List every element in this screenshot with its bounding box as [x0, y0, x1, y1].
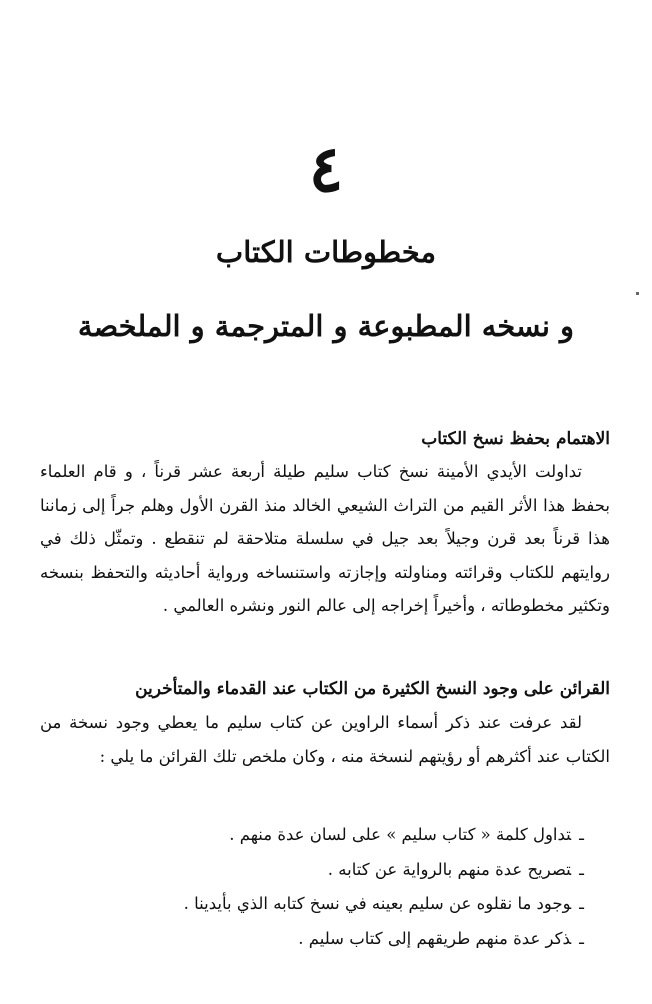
list-item: [44, 887, 584, 922]
list-item: [44, 922, 584, 957]
bullet-dash: ـ: [579, 928, 584, 948]
paragraph-text: لقد عرفت عند ذكر أسماء الراوين عن كتاب سليم ما يعطي وجود نسخة من الكتاب عند أكثرهم أو رؤيتهم لنسخة منه ، وكان ملخص تلك القرائن ما يلي :: [40, 713, 610, 766]
section-paragraph-evidence: [40, 706, 610, 773]
list-item-text: تداول كلمة « كتاب سليم » على لسان عدة منهم .: [229, 825, 572, 844]
paragraph-text: تداولت الأيدي الأمينة نسخ كتاب سليم طيلة أربعة عشر قرناً ، و قام العلماء بحفظ هذا الأثر القيم من التراث الشيعي الخالد منذ القرن الأول وهلم جراً إلى زماننا هذا قرناً بعد قرن وجيلاً بعد جيل في سلسلة متلاحقة لم تنقطع . وتمثّل ذلك في روايتهم للكتاب وقرائته ومناولته وإجازته واستنساخه ورواية أحاديثه والتحفظ بنسخه وتكثير مخطوطاته ، وأخيراً إخراجه إلى عالم النور ونشره العالمي .: [40, 462, 610, 615]
list-item-text: تصريح عدة منهم بالرواية عن كتابه .: [327, 859, 572, 879]
scan-speck: [636, 292, 639, 295]
list-item: [44, 853, 584, 888]
bullet-dash: ـ: [579, 859, 584, 879]
section-heading-preservation: الاهتمام بحفظ نسخ الكتاب: [421, 429, 610, 449]
chapter-number: ٤: [308, 132, 344, 207]
evidence-list: [44, 818, 584, 956]
chapter-title-line-1: مخطوطات الكتاب: [215, 235, 437, 269]
list-item-text: وجود ما نقلوه عن سليم بعينه في نسخ كتابه الذي بأيدينا .: [183, 894, 572, 913]
list-item-text: ذكر عدة منهم طريقهم إلى كتاب سليم .: [298, 928, 572, 948]
bullet-dash: ـ: [579, 894, 584, 913]
section-paragraph-preservation: [40, 455, 610, 623]
section-heading-evidence: القرائن على وجود النسخ الكثيرة من الكتاب عند القدماء والمتأخرين: [135, 679, 610, 699]
bullet-dash: ـ: [579, 825, 584, 844]
list-item: [44, 818, 584, 853]
chapter-title-line-2: و نسخه المطبوعة و المترجمة و الملخصة: [77, 309, 575, 343]
